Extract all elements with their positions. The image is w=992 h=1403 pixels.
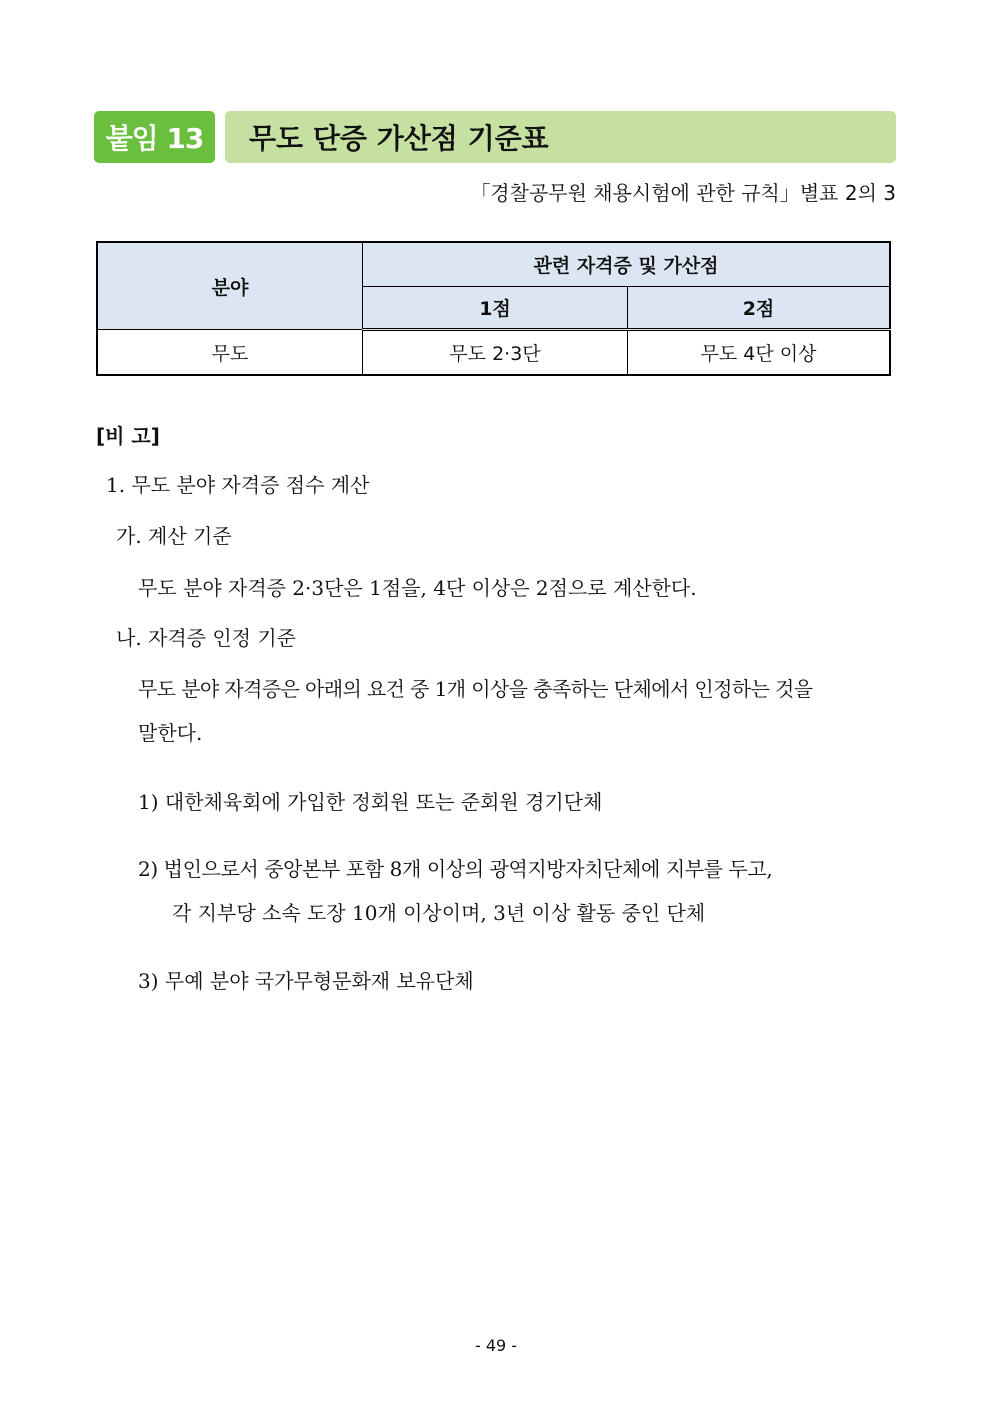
page-title: 무도 단증 가산점 기준표 xyxy=(249,122,549,155)
remarks-heading: [비 고] xyxy=(96,424,160,448)
table-row xyxy=(97,330,890,376)
source-reference: 「경찰공무원 채용시험에 관한 규칙」별표 2의 3 xyxy=(470,181,896,205)
requirement-2-line-1: 2) 법인으로서 중앙본부 포함 8개 이상의 광역지방자치단체에 지부를 두고, xyxy=(138,857,773,881)
requirement-1: 1) 대한체육회에 가입한 정회원 또는 준회원 경기단체 xyxy=(138,790,603,814)
remark-item-1: 1. 무도 분야 자격증 점수 계산 xyxy=(106,473,370,497)
annex-badge: 붙임 13 xyxy=(94,111,215,163)
cell-2-points: 무도 4단 이상 xyxy=(628,330,891,376)
cell-field: 무도 xyxy=(97,330,363,376)
requirement-2-line-2: 각 지부당 소속 도장 10개 이상이며, 3년 이상 활동 중인 단체 xyxy=(172,901,706,925)
header-field: 분야 xyxy=(97,242,363,330)
page-number: - 49 - xyxy=(474,1336,518,1355)
remark-ga-text: 무도 분야 자격증 2·3단은 1점을, 4단 이상은 2점으로 계산한다. xyxy=(138,576,697,600)
header-2-points: 2점 xyxy=(628,287,891,330)
remark-sub-na: 나. 자격증 인정 기준 xyxy=(116,626,296,650)
bonus-points-table xyxy=(96,241,891,376)
requirement-3: 3) 무예 분야 국가무형문화재 보유단체 xyxy=(138,969,474,993)
cell-1-point: 무도 2·3단 xyxy=(363,330,628,376)
page-title-box xyxy=(225,111,896,163)
remark-sub-ga: 가. 계산 기준 xyxy=(116,524,232,548)
header-1-point: 1점 xyxy=(363,287,628,330)
header-certificates-group: 관련 자격증 및 가산점 xyxy=(363,242,891,287)
remark-na-text-2: 말한다. xyxy=(138,721,203,745)
remark-na-text-1: 무도 분야 자격증은 아래의 요건 중 1개 이상을 충족하는 단체에서 인정하는 것을 xyxy=(138,677,813,701)
